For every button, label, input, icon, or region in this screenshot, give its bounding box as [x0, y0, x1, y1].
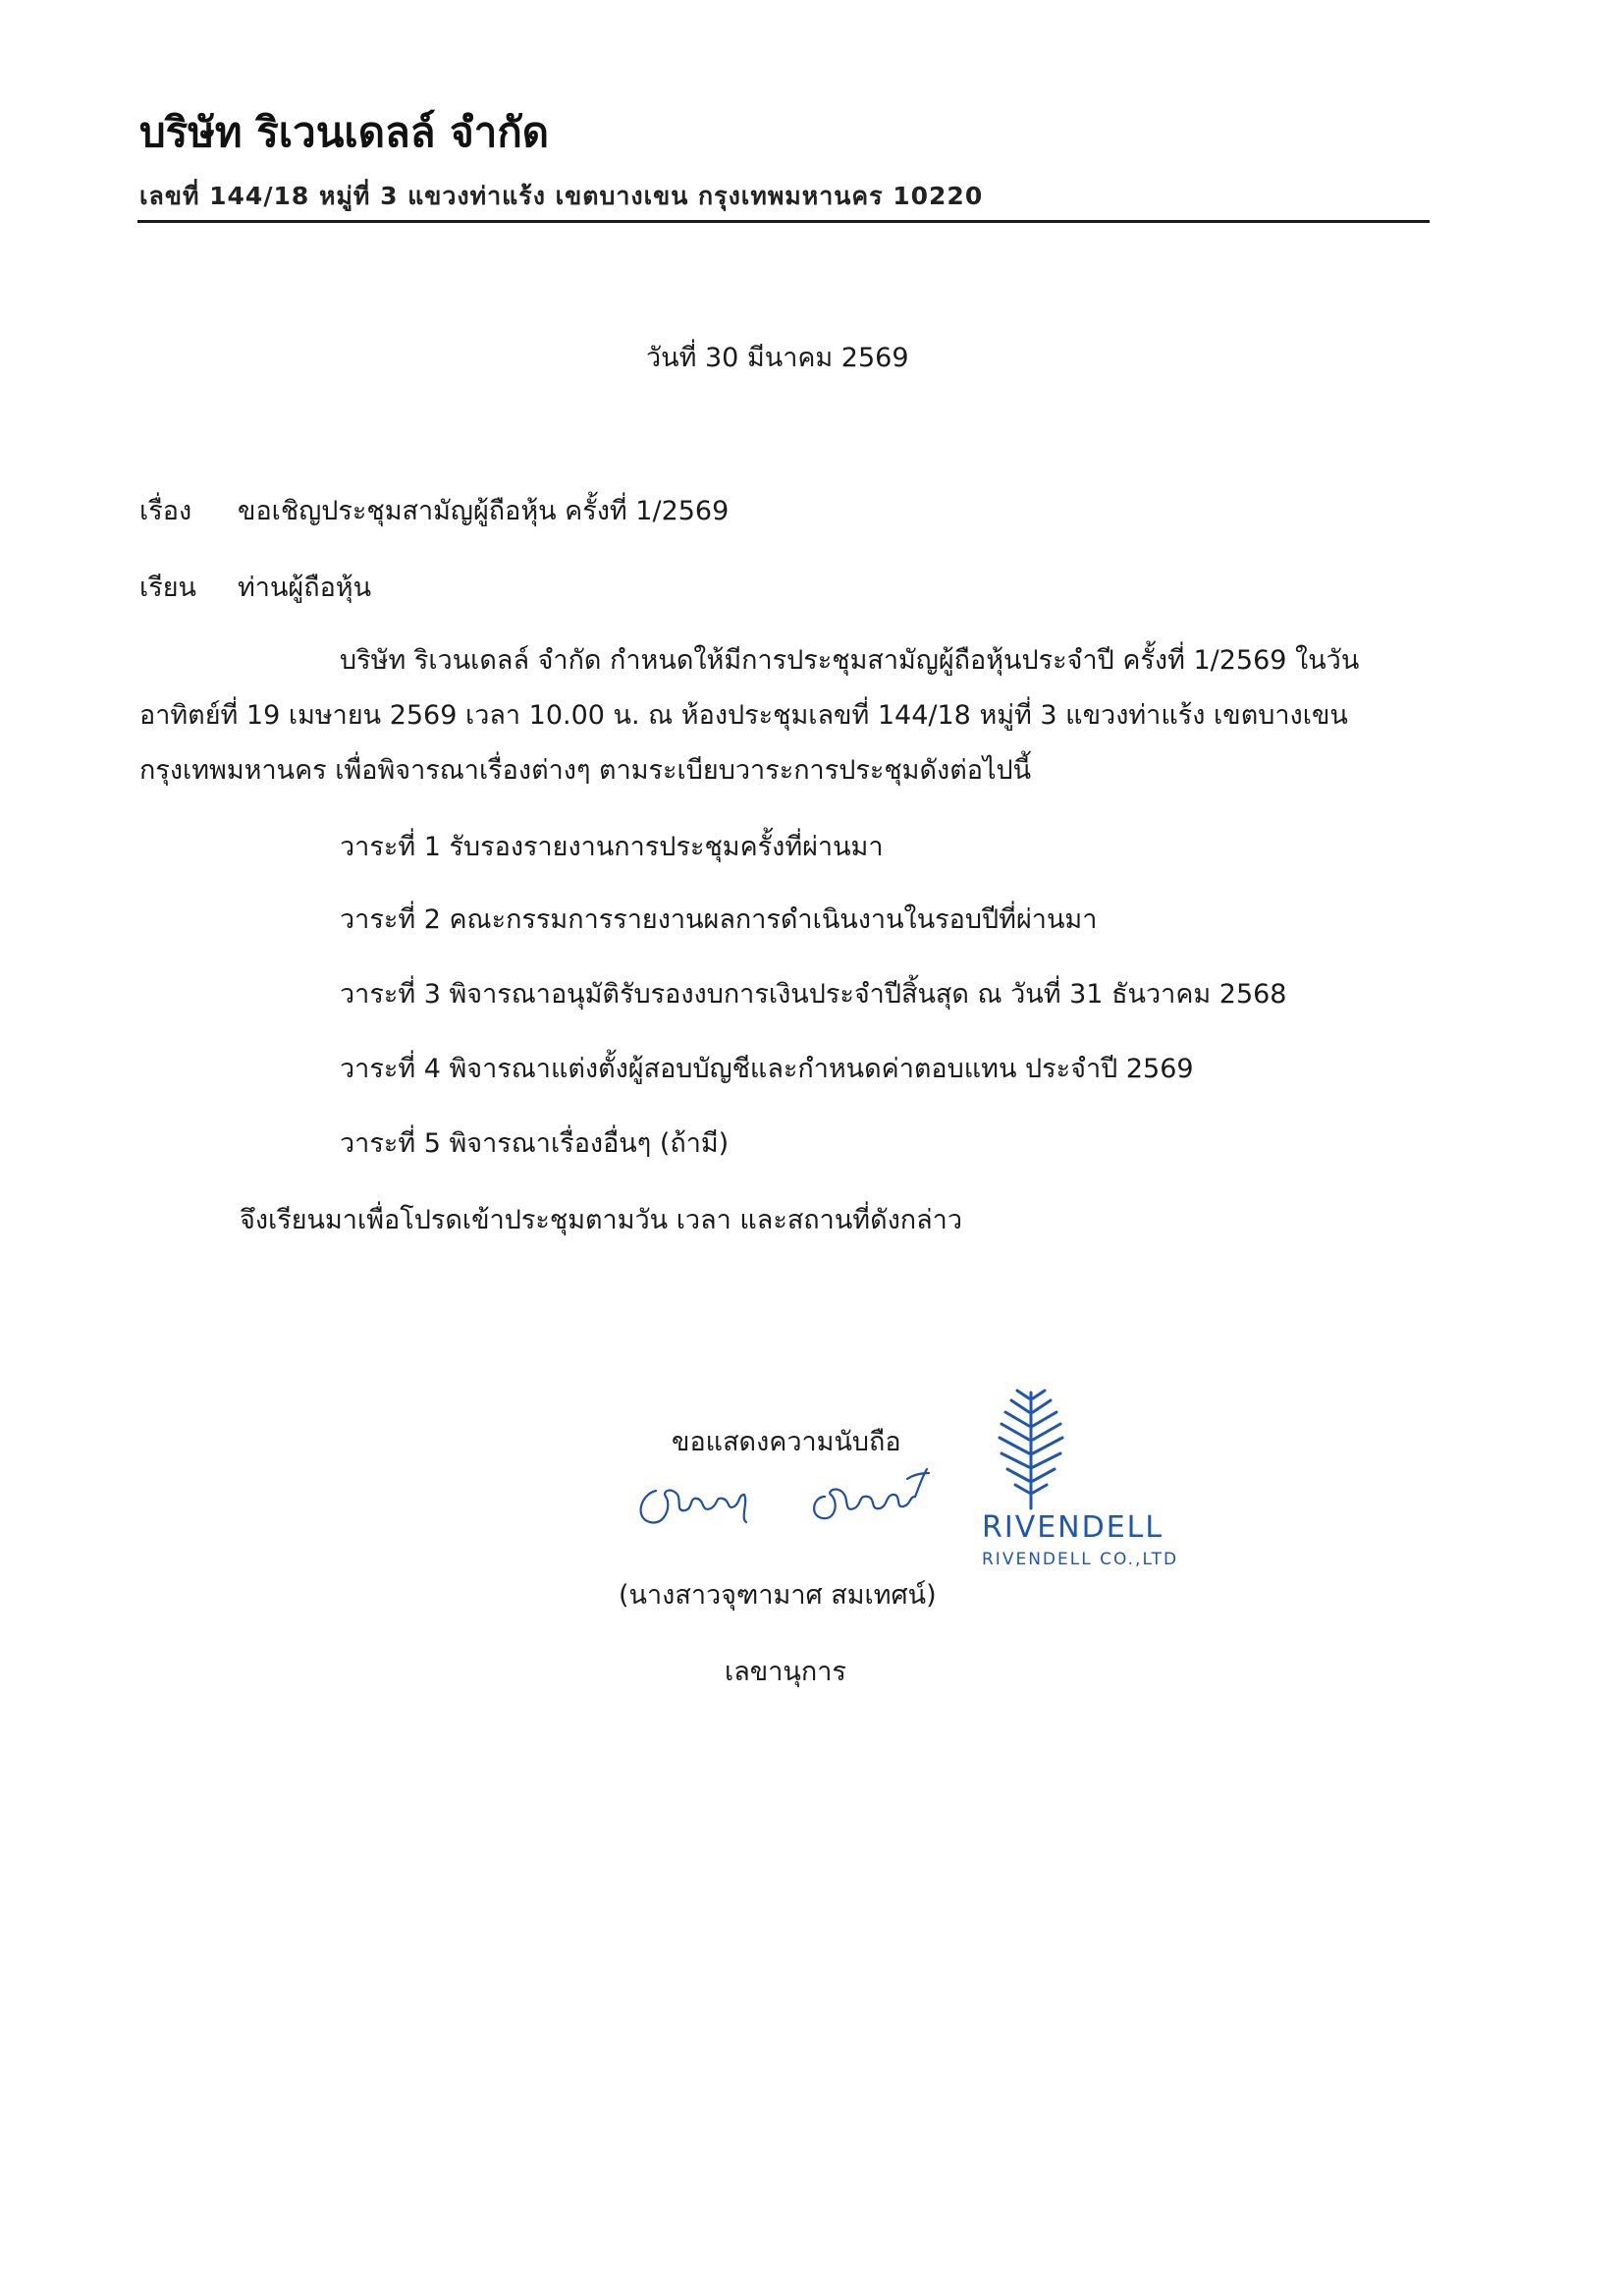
- recipient-label: เรียน: [139, 573, 197, 603]
- signature: [628, 1461, 952, 1550]
- header-divider: [137, 220, 1430, 223]
- agenda-item: วาระที่ 4 พิจารณาแต่งตั้งผู้สอบบัญชีและกำหนดค่าตอบแทน ประจำปี 2569: [340, 1054, 1194, 1084]
- regards-text: ขอแสดงความนับถือ: [672, 1427, 901, 1457]
- body-paragraph-line: อาทิตย์ที่ 19 เมษายน 2569 เวลา 10.00 น. ณ ห้องประชุมเลขที่ 144/18 หมู่ที่ 3 แขวงท่าแร้ง เขตบางเขน: [139, 700, 1348, 731]
- recipient-text: ท่านผู้ถือหุ้น: [238, 573, 372, 603]
- subject-text: ขอเชิญประชุมสามัญผู้ถือหุ้น ครั้งที่ 1/2569: [238, 496, 730, 526]
- letter-date: วันที่ 30 มีนาคม 2569: [646, 343, 909, 373]
- company-logo-icon: [972, 1387, 1090, 1514]
- agenda-item: วาระที่ 1 รับรองรายงานการประชุมครั้งที่ผ่านมา: [340, 832, 884, 862]
- stamp-company-name: RIVENDELL: [982, 1510, 1164, 1545]
- company-address: เลขที่ 144/18 หมู่ที่ 3 แขวงท่าแร้ง เขตบางเขน กรุงเทพมหานคร 10220: [139, 182, 984, 210]
- subject-label: เรื่อง: [139, 496, 192, 526]
- stamp-company-subtitle: RIVENDELL CO.,LTD: [982, 1550, 1179, 1569]
- signatory-title: เลขานุการ: [725, 1657, 846, 1687]
- closing-text: จึงเรียนมาเพื่อโปรดเข้าประชุมตามวัน เวลา และสถานที่ดังกล่าว: [240, 1205, 963, 1235]
- signatory-name: (นางสาวจุฑามาศ สมเทศน์): [619, 1580, 937, 1611]
- body-paragraph-line: กรุงเทพมหานคร เพื่อพิจารณาเรื่องต่างๆ ตามระเบียบวาระการประชุมดังต่อไปนี้: [139, 755, 1032, 786]
- body-paragraph-line: บริษัท ริเวนเดลล์ จำกัด กำหนดให้มีการประชุมสามัญผู้ถือหุ้นประจำปี ครั้งที่ 1/2569 ในวัน: [340, 645, 1360, 676]
- agenda-item: วาระที่ 5 พิจารณาเรื่องอื่นๆ (ถ้ามี): [340, 1128, 730, 1159]
- agenda-item: วาระที่ 3 พิจารณาอนุมัติรับรองงบการเงินประจำปีสิ้นสุด ณ วันที่ 31 ธันวาคม 2568: [340, 979, 1287, 1010]
- company-name: บริษัท ริเวนเดลล์ จำกัด: [139, 108, 550, 156]
- agenda-item: วาระที่ 2 คณะกรรมการรายงานผลการดำเนินงานในรอบปีที่ผ่านมา: [340, 904, 1098, 935]
